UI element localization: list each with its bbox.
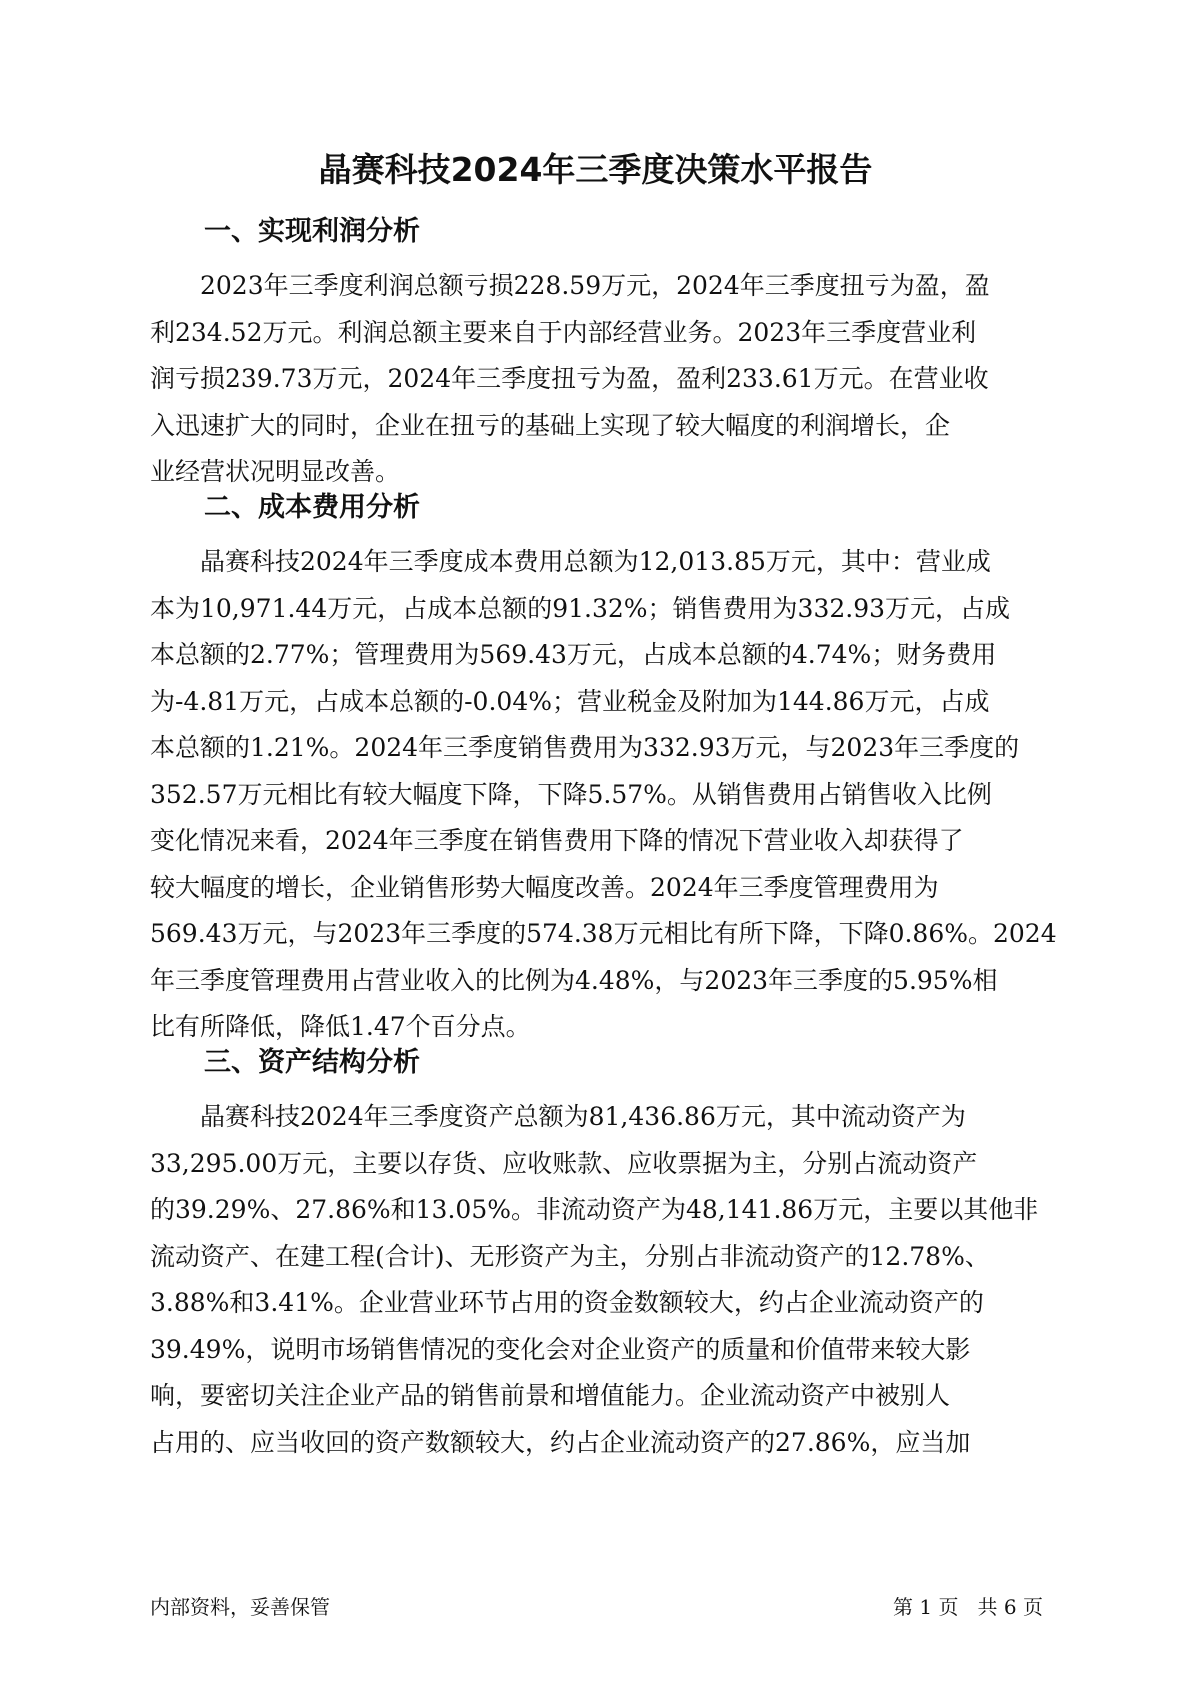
text-line: 较大幅度的增长，企业销售形势大幅度改善。2024年三季度管理费用为 [150,872,939,902]
footer-page-number: 第 1 页 共 6 页 [893,1595,1043,1619]
text-line: 利234.52万元。利润总额主要来自于内部经营业务。2023年三季度营业利 [150,317,977,347]
text-line: 为-4.81万元，占成本总额的-0.04%；营业税金及附加为144.86万元，占成 [150,686,990,716]
section-body-cost [150,539,1056,1051]
text-line: 比有所降低，降低1.47个百分点。 [150,1012,531,1041]
text-line: 352.57万元相比有较大幅度下降，下降5.57%。从销售费用占销售收入比例 [150,779,992,809]
section-heading-assets: 三、资产结构分析 [204,1047,420,1078]
text-line: 年三季度管理费用占营业收入的比例为4.48%，与2023年三季度的5.95%相 [150,965,998,995]
text-line: 2023年三季度利润总额亏损228.59万元，2024年三季度扭亏为盈，盈 [200,271,990,300]
text-line: 晶赛科技2024年三季度资产总额为81,436.86万元，其中流动资产为 [200,1102,966,1131]
text-line: 的39.29%、27.86%和13.05%。非流动资产为48,141.86万元，主要以其他非 [150,1195,1039,1224]
section-body-profit [150,263,1056,496]
text-line: 3.88%和3.41%。企业营业环节占用的资金数额较大，约占企业流动资产的 [150,1288,984,1317]
text-line: 晶赛科技2024年三季度成本费用总额为12,013.85万元，其中：营业成 [200,547,991,576]
section-heading-cost: 二、成本费用分析 [204,492,420,523]
text-line: 本总额的2.77%；管理费用为569.43万元，占成本总额的4.74%；财务费用 [150,640,997,669]
text-line: 流动资产、在建工程(合计)、无形资产为主，分别占非流动资产的12.78%、 [150,1241,990,1271]
text-line: 润亏损239.73万元，2024年三季度扭亏为盈，盈利233.61万元。在营业收 [150,364,989,393]
text-line: 本为10,971.44万元，占成本总额的91.32%；销售费用为332.93万元，占成 [150,593,1011,623]
section-body-assets [150,1094,1056,1466]
text-line: 39.49%，说明市场销售情况的变化会对企业资产的质量和价值带来较大影 [150,1334,971,1364]
text-line: 占用的、应当收回的资产数额较大，约占企业流动资产的27.86%，应当加 [150,1427,971,1457]
section-heading-profit: 一、实现利润分析 [204,216,420,247]
text-line: 响，要密切关注企业产品的销售前景和增值能力。企业流动资产中被别人 [150,1381,951,1410]
text-line: 业经营状况明显改善。 [150,457,401,486]
text-line: 入迅速扩大的同时，企业在扭亏的基础上实现了较大幅度的利润增长，企 [150,410,951,440]
footer-confidential-note: 内部资料，妥善保管 [150,1595,330,1619]
text-line: 变化情况来看，2024年三季度在销售费用下降的情况下营业收入却获得了 [150,826,964,855]
text-line: 33,295.00万元，主要以存货、应收账款、应收票据为主，分别占流动资产 [150,1148,978,1178]
text-line: 569.43万元，与2023年三季度的574.38万元相比有所下降，下降0.86%。2024 [150,919,1057,948]
text-line: 本总额的1.21%。2024年三季度销售费用为332.93万元，与2023年三季度的 [150,733,1020,762]
document-title: 晶赛科技2024年三季度决策水平报告 [318,150,873,189]
